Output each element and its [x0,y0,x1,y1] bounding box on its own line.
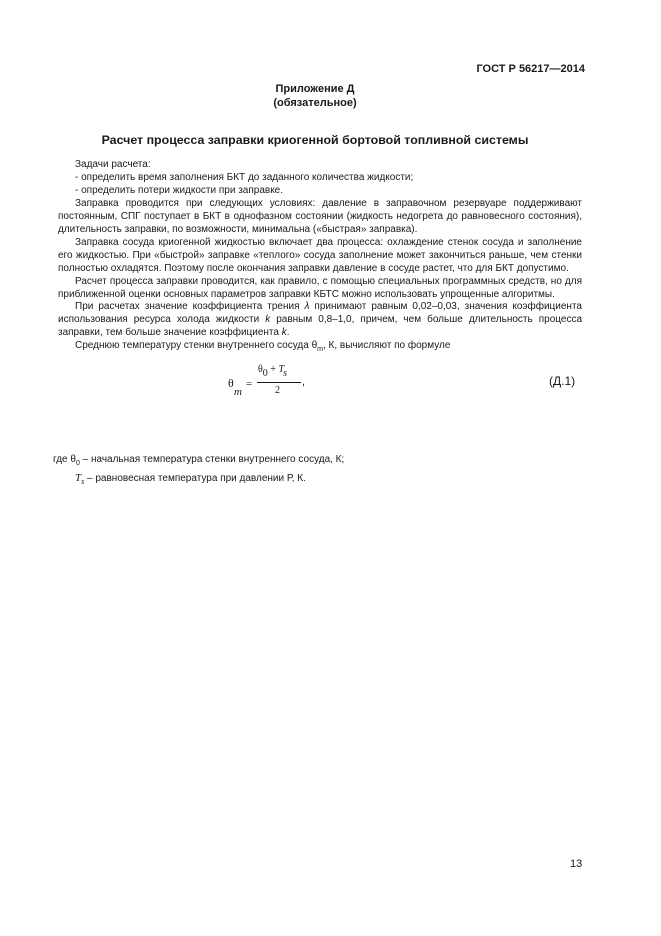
appendix-title: Приложение Д [275,83,355,95]
num-theta: θ [258,364,263,375]
friction-text-4: . [286,327,290,339]
temperature-text-2: , К, вычисляют по формуле [322,340,451,352]
page-title: Расчет процесса заправки криогенной бортовой топливной системы [101,133,529,147]
body-text [58,159,582,357]
paragraph-conditions: Заправка проводится при следующих условиях: давление в заправочном резервуаре поддерживают постоянным, СПГ поступает в БКТ в однофазном состоянии (жидкость недогрета до равновесного состояния), длительность заправки, по возможности, минимальна («быстрая» заправка). [58,197,582,235]
formula-numerator [258,364,287,379]
num-T: T [278,364,284,375]
temperature-sub: m [317,346,323,354]
formula-d1 [0,364,661,404]
k-symbol-2: k [281,327,287,339]
page-number: 13 [570,858,583,870]
where-prefix: где θ [53,454,76,465]
paragraph-friction [58,301,582,340]
lambda-symbol: λ [304,301,310,313]
num-subs: s [283,368,287,379]
fraction-bar [257,382,301,383]
where-Ts [75,472,85,487]
paragraph-task-2: - определить потери жидкости при заправке. [75,184,284,196]
friction-text-3: равным 0,8–1,0, причем, чем больше длительность процесса заправки, тем больше значение коэффициента [58,314,582,339]
paragraph-temperature [58,340,582,357]
formula-denominator: 2 [275,385,280,396]
standard-header: ГОСТ Р 56217—2014 [476,63,585,75]
paragraph-calculation: Расчет процесса заправки проводится, как правило, с помощью специальных программных средств, но для приближенной оценки основных параметров заправки КБТС можно использовать упрощенные алгоритмы. [58,275,582,300]
paragraph-tasks-intro: Задачи расчета: [75,159,151,170]
formula-equals: = [246,378,253,390]
where-text-2: – равновесная температура при давлении Р, К. [84,473,306,484]
friction-text-1: При расчетах значение коэффициента трения [75,301,305,313]
paragraph-task-1: - определить время заполнения БКТ до заданного количества жидкости; [75,171,414,183]
num-sub0: 0 [262,368,268,379]
equation-number: (Д.1) [549,374,576,388]
num-plus: + [267,364,279,375]
where-text-1: – начальная температура стенки внутреннего сосуда, К; [79,454,345,465]
where-sub0: 0 [75,460,80,467]
where-line-2 [53,471,344,489]
where-line-1 [53,452,344,471]
paragraph-processes: Заправка сосуда криогенной жидкостью включает два процесса: охлаждение стенок сосуда и заполнение его жидкостью. При «быстрой» заправке «теплого» сосуда заполнение может закончиться раньше, чем стенки полностью охладятся. Поэтому после окончания заправки давление в сосуде растет, что для БКТ допустимо. [58,236,582,274]
where-T: T [75,472,82,484]
formula-lhs-sub: m [234,386,242,398]
appendix-status: (обязательное) [273,97,357,109]
where-block [53,452,344,489]
k-symbol: k [265,314,271,326]
friction-text-2: принимают равным 0,02–0,03, значения коэффициента использования ресурса холода жидкости [58,301,582,326]
formula-comma: , [302,376,306,388]
formula-lhs: θ [228,376,234,390]
appendix-heading [0,82,630,110]
where-subs: s [81,477,85,487]
temperature-text-1: Среднюю температуру стенки внутреннего сосуда θ [75,340,318,352]
